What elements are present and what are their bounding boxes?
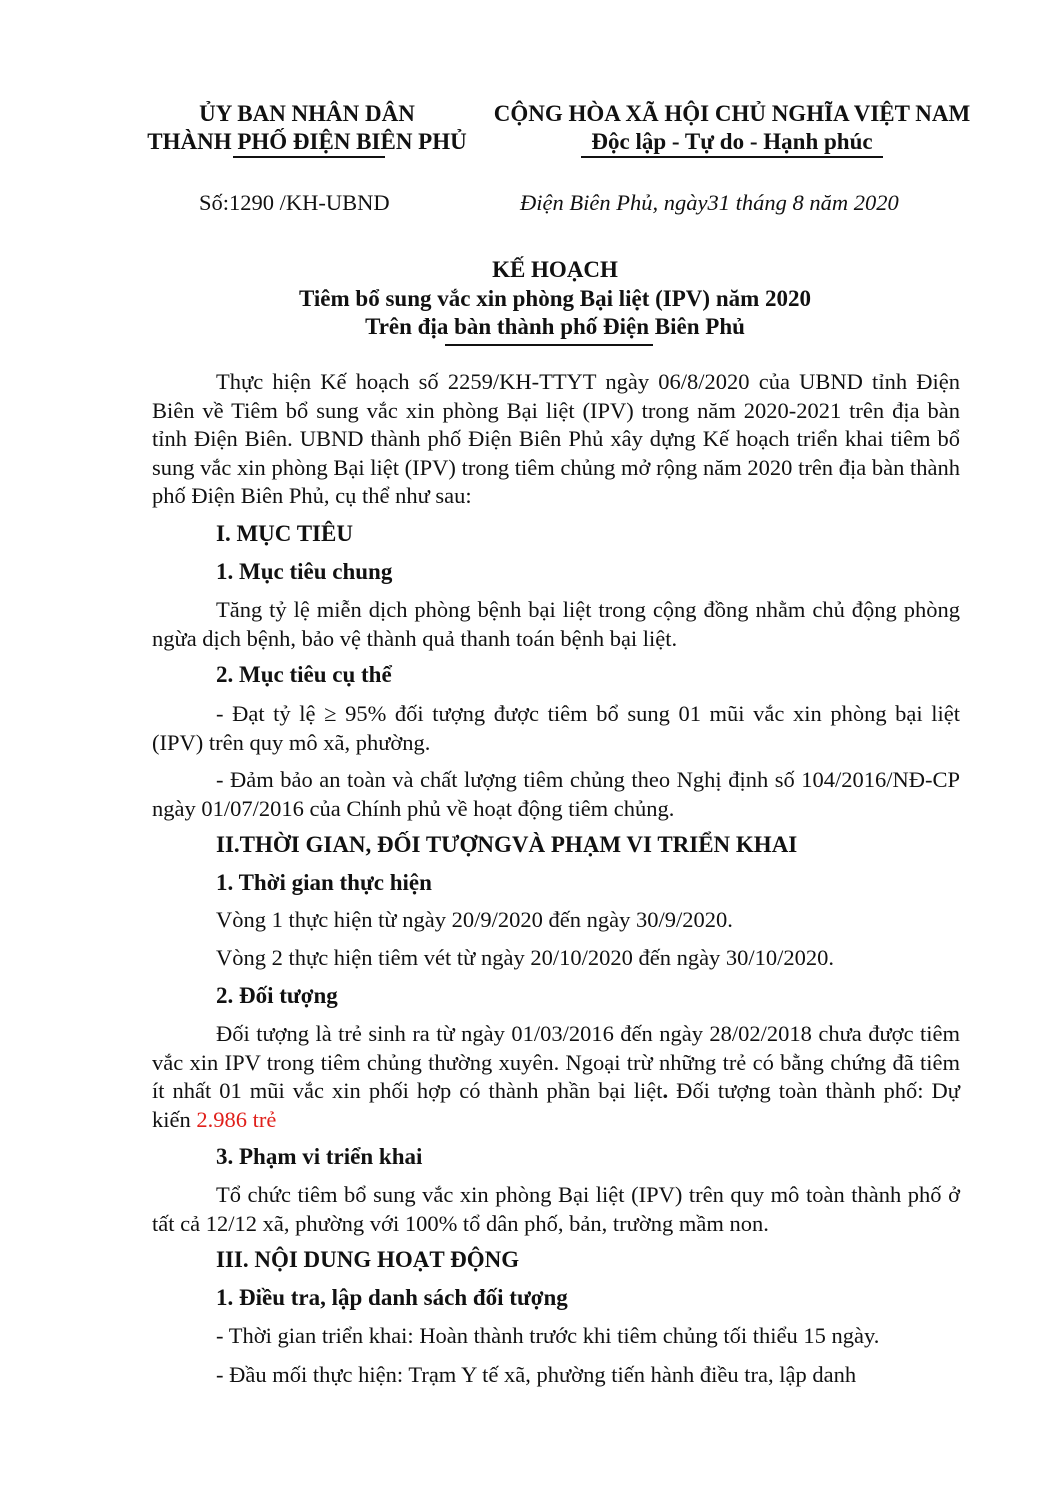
document-subtitle-1: Tiêm bổ sung vắc xin phòng Bại liệt (IPV) năm 2020 — [298, 286, 812, 311]
agency-name: ỦY BAN NHÂN DÂN — [199, 101, 415, 126]
motto-underline — [581, 156, 883, 158]
section-2-2-text — [152, 1020, 960, 1134]
section-2-2-heading: 2. Đối tượng — [216, 983, 338, 1008]
agency-city: THÀNH PHỐ ĐIỆN BIÊN PHỦ — [147, 129, 467, 154]
round-2-text: Vòng 2 thực hiện tiêm vét từ ngày 20/10/2020 đến ngày 30/10/2020. — [216, 945, 835, 970]
agency-underline — [233, 156, 385, 158]
section-1-1-text: Tăng tỷ lệ miễn dịch phòng bệnh bại liệt trong cộng đồng nhằm chủ động phòng ngừa dịch bệnh, bảo vệ thành quả thanh toán bệnh bại liệt. — [152, 597, 960, 651]
section-1-1-heading: 1. Mục tiêu chung — [216, 559, 393, 584]
section-1-heading: I. MỤC TIÊU — [216, 521, 353, 546]
document-number: Số:1290 /KH-UBND — [199, 190, 390, 215]
section-3-heading: III. NỘI DUNG HOẠT ĐỘNG — [216, 1247, 520, 1272]
section-3-1-item-1: - Thời gian triển khai: Hoàn thành trước khi tiêm chủng tối thiểu 15 ngày. — [216, 1323, 880, 1348]
section-1-2-item-2: - Đảm bảo an toàn và chất lượng tiêm chủng theo Nghị định số 104/2016/NĐ-CP ngày 01/07/2016 của Chính phủ về hoạt động tiêm chủng. — [152, 767, 960, 821]
intro-paragraph: Thực hiện Kế hoạch số 2259/KH-TTYT ngày 06/8/2020 của UBND tỉnh Điện Biên về Tiêm bổ sung vắc xin phòng Bại liệt (IPV) trong năm 2020-2021 trên địa bàn tỉnh Điện Biên. UBND thành phố Điện Biên Phủ xây dựng Kế hoạch triển khai tiêm bổ sung vắc xin phòng Bại liệt (IPV) trong tiêm chủng mở rộng năm 2020 trên địa bàn thành phố Điện Biên Phủ, cụ thể như sau: — [152, 369, 960, 509]
section-3-1-item-2: - Đầu mối thực hiện: Trạm Y tế xã, phường tiến hành điều tra, lập danh — [216, 1362, 857, 1387]
target-count: 2.986 trẻ — [196, 1106, 277, 1132]
target-description-dot: . — [662, 1078, 669, 1104]
section-1-2-heading: 2. Mục tiêu cụ thể — [216, 662, 392, 687]
national-title: CỘNG HÒA XÃ HỘI CHỦ NGHĨA VIỆT NAM — [493, 101, 971, 126]
national-motto: Độc lập - Tự do - Hạnh phúc — [591, 129, 873, 154]
section-1-2-item-1: - Đạt tỷ lệ ≥ 95% đối tượng được tiêm bổ sung 01 mũi vắc xin phòng bại liệt (IPV) trên quy mô xã, phường. — [152, 701, 960, 755]
title-underline — [445, 344, 653, 346]
place-date: Điện Biên Phủ, ngày31 tháng 8 năm 2020 — [520, 190, 899, 215]
target-description: Đối tượng là trẻ sinh ra từ ngày 01/03/2016 đến ngày 28/02/2018 chưa được tiêm vắc xin IPV trong tiêm chủng thường xuyên. Ngoại trừ những trẻ có bằng chứng đã tiêm ít nhất 01 mũi vắc xin phối hợp có thành phần bại liệt — [152, 1021, 960, 1104]
section-2-1-heading: 1. Thời gian thực hiện — [216, 870, 432, 895]
section-2-3-text: Tổ chức tiêm bổ sung vắc xin phòng Bại liệt (IPV) trên quy mô toàn thành phố ở tất cả 12/12 xã, phường với 100% tổ dân phố, bản, trường mầm non. — [152, 1182, 960, 1236]
section-2-3-heading: 3. Phạm vi triển khai — [216, 1144, 423, 1169]
round-1-text: Vòng 1 thực hiện từ ngày 20/9/2020 đến ngày 30/9/2020. — [216, 907, 733, 932]
target-estimate-label: Đối tượng toàn thành phố: Dự kiến — [152, 1078, 961, 1132]
section-3-1-heading: 1. Điều tra, lập danh sách đối tượng — [216, 1285, 568, 1310]
document-subtitle-2: Trên địa bàn thành phố Điện Biên Phủ — [365, 314, 745, 339]
document-title: KẾ HOẠCH — [492, 257, 618, 282]
section-2-heading: II.THỜI GIAN, ĐỐI TƯỢNGVÀ PHẠM VI TRIỂN KHAI — [216, 832, 798, 857]
